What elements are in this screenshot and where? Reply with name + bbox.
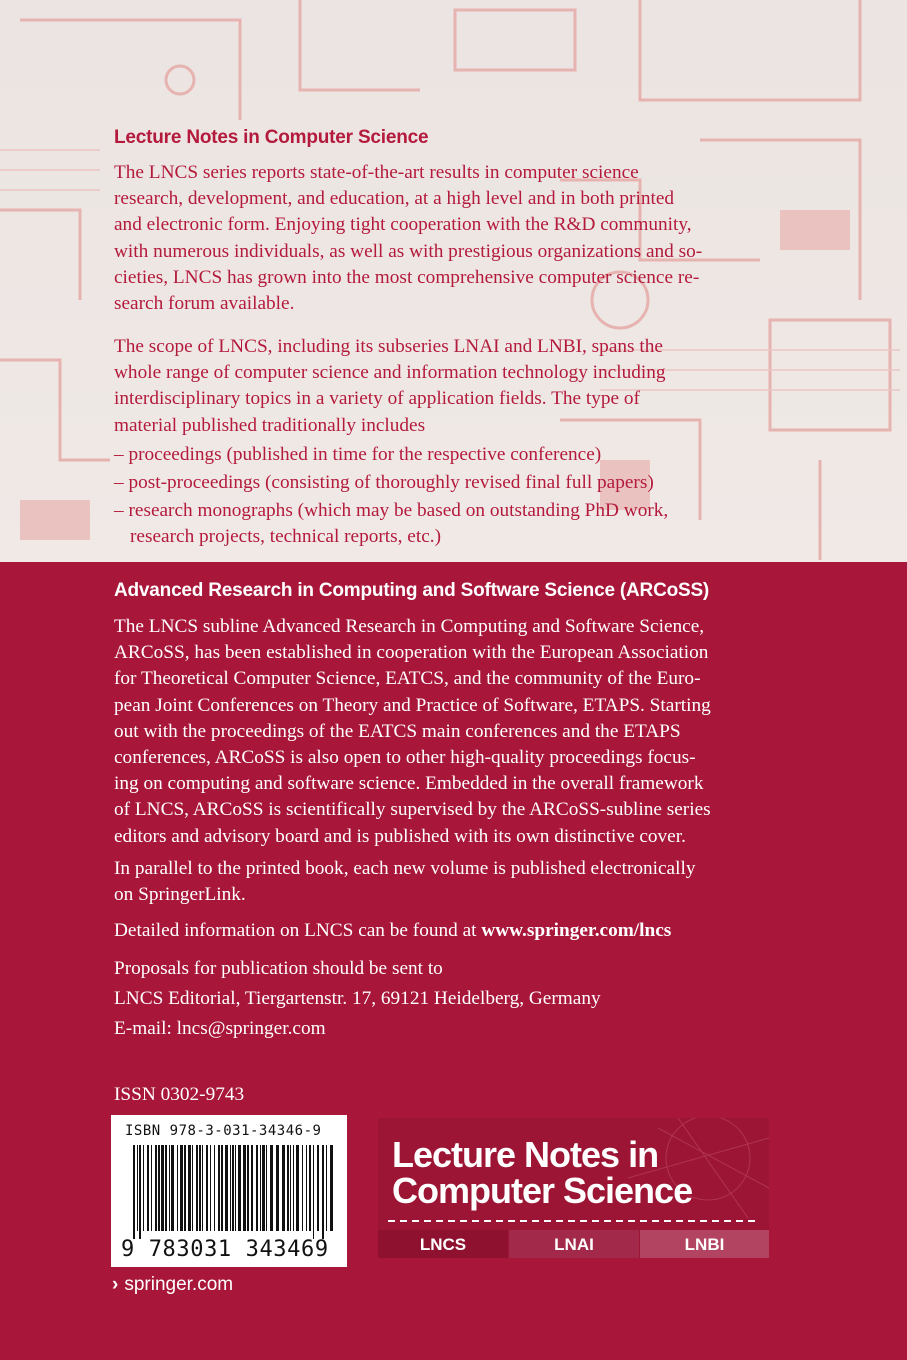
barcode-bar xyxy=(210,1145,211,1231)
barcode-bar xyxy=(247,1145,249,1231)
barcode-bar xyxy=(243,1145,246,1231)
barcode-bar xyxy=(143,1145,144,1231)
text-line: of LNCS, ARCoSS is scientifically supervised by the ARCoSS-subline series xyxy=(114,799,711,821)
bullet-item: – post-proceedings (consisting of thoroughly revised final full papers) xyxy=(114,472,654,493)
text-line: The LNCS series reports state-of-the-art results in computer science xyxy=(114,162,639,183)
lncs-paragraph-2 xyxy=(114,334,796,439)
barcode-bar xyxy=(266,1145,267,1231)
barcode-digits: 9 783031 343469 xyxy=(121,1237,329,1262)
barcode-bar xyxy=(296,1145,299,1231)
barcode-bar xyxy=(262,1145,265,1231)
tab-lnbi: LNBI xyxy=(684,1235,725,1254)
barcode-bar xyxy=(214,1145,215,1231)
barcode-bar xyxy=(322,1145,324,1239)
barcode-bar xyxy=(151,1145,152,1231)
chevron-right-icon: › xyxy=(112,1274,119,1295)
barcode-bar xyxy=(230,1145,231,1231)
arcoss-heading: Advanced Research in Computing and Software Science (ARCoSS) xyxy=(114,580,710,601)
barcode-bar xyxy=(306,1145,307,1231)
barcode-bar xyxy=(171,1145,174,1231)
email-line: E-mail: lncs@springer.com xyxy=(114,1018,326,1039)
barcode-bar xyxy=(196,1145,198,1231)
text-line: The scope of LNCS, including its subseries LNAI and LNBI, spans the xyxy=(114,336,663,357)
barcode-bar xyxy=(238,1145,241,1231)
barcode-bar xyxy=(309,1145,311,1231)
barcode-bar xyxy=(147,1145,149,1231)
barcode-bar xyxy=(192,1145,193,1231)
text-line: for Theoretical Computer Science, EATCS, and the community of the Euro- xyxy=(114,668,701,690)
barcode-bar xyxy=(235,1145,236,1231)
text-line: pean Joint Conferences on Theory and Practice of Software, ETAPS. Starting xyxy=(114,694,711,716)
lncs-series-logo xyxy=(378,1118,769,1258)
bullet-item: – proceedings (published in time for the respective conference) xyxy=(114,444,602,465)
barcode-bar xyxy=(256,1145,258,1231)
barcode-bar xyxy=(188,1145,191,1231)
address-line: LNCS Editorial, Tiergartenstr. 17, 69121 Heidelberg, Germany xyxy=(114,988,601,1009)
tab-lnai: LNAI xyxy=(554,1235,594,1254)
lncs-heading: Lecture Notes in Computer Science xyxy=(114,127,429,148)
tab-lncs: LNCS xyxy=(419,1235,467,1254)
barcode-bar xyxy=(232,1145,234,1231)
barcode-bar xyxy=(206,1145,208,1231)
text-line: whole range of computer science and information technology including xyxy=(114,362,666,384)
barcode-bar xyxy=(155,1145,157,1231)
text-line: out with the proceedings of the EATCS main conferences and the ETAPS xyxy=(114,720,681,742)
proposals-line: Proposals for publication should be sent to xyxy=(114,958,443,979)
barcode-bar xyxy=(137,1145,138,1231)
text-line: cieties, LNCS has grown into the most comprehensive computer science re- xyxy=(114,266,700,288)
text-line: interdisciplinary topics in a variety of application fields. The type of xyxy=(114,388,640,410)
barcode-bar xyxy=(282,1145,285,1231)
barcode-bar xyxy=(276,1145,279,1231)
arcoss-paragraph-1 xyxy=(114,614,796,850)
barcode-bar xyxy=(326,1145,327,1231)
text-line: and electronic form. Enjoying tight cooperation with the R&D community, xyxy=(114,214,692,236)
issn-label: ISSN 0302-9743 xyxy=(114,1084,245,1105)
barcode-bar xyxy=(165,1145,167,1231)
bullet-item: – research monographs (which may be based on outstanding PhD work, xyxy=(114,500,669,521)
barcode-bar xyxy=(293,1145,294,1231)
springer-link-text: springer.com xyxy=(124,1274,234,1295)
lncs-url-link[interactable]: www.springer.com/lncs xyxy=(481,920,672,941)
barcode-bar xyxy=(290,1145,291,1231)
isbn-barcode xyxy=(111,1115,347,1267)
top-section xyxy=(0,0,907,562)
barcode-bar xyxy=(218,1145,220,1231)
barcode-bar xyxy=(251,1145,253,1231)
barcode-bar xyxy=(158,1145,160,1231)
text-line: ARCoSS, has been established in cooperation with the European Association xyxy=(114,642,709,664)
barcode-bar xyxy=(177,1145,178,1231)
barcode-bar xyxy=(184,1145,186,1231)
isbn-text: ISBN 978-3-031-34346-9 xyxy=(125,1123,322,1139)
springer-link[interactable] xyxy=(112,1274,233,1296)
bullet-item-continuation: research projects, technical reports, etc.) xyxy=(130,526,442,547)
text-line: The LNCS subline Advanced Research in Computing and Software Science, xyxy=(114,616,705,637)
barcode-bar xyxy=(287,1145,289,1231)
barcode-bar xyxy=(330,1145,333,1231)
logo-title-line1: Lecture Notes in xyxy=(392,1134,659,1175)
text-line: research, development, and education, at a high level and in both printed xyxy=(114,188,675,210)
barcode-bar xyxy=(161,1145,164,1231)
lncs-paragraph-1 xyxy=(114,160,796,317)
arcoss-paragraph-2 xyxy=(114,856,796,908)
text-line: ing on computing and software science. Embedded in the overall framework xyxy=(114,773,704,795)
barcode-bar xyxy=(221,1145,223,1231)
barcode-bar xyxy=(260,1145,261,1231)
text-line: material published traditionally includes xyxy=(114,414,426,436)
barcode-bar xyxy=(317,1145,319,1231)
barcode-bar xyxy=(199,1145,201,1231)
text-line: with numerous individuals, as well as with prestigious organizations and so- xyxy=(114,240,703,262)
barcode-bar xyxy=(270,1145,273,1231)
text-line: search forum available. xyxy=(114,293,295,315)
text-line: editors and advisory board and is published with its own distinctive cover. xyxy=(114,825,686,847)
barcode-bar xyxy=(202,1145,203,1231)
barcode-bar xyxy=(169,1145,170,1231)
text-line: on SpringerLink. xyxy=(114,884,246,906)
lncs-info-line xyxy=(114,918,796,944)
barcode-bar xyxy=(139,1145,141,1239)
text-line: In parallel to the printed book, each new volume is published electronically xyxy=(114,858,696,879)
logo-title-line2: Computer Science xyxy=(392,1170,693,1211)
barcode-bar xyxy=(313,1145,314,1239)
info-prefix: Detailed information on LNCS can be found at xyxy=(114,920,482,941)
barcode-bar xyxy=(180,1145,183,1231)
text-line: conferences, ARCoSS is also open to other high-quality proceedings focus- xyxy=(114,747,696,769)
barcode-bar xyxy=(225,1145,228,1231)
barcode-bar xyxy=(302,1145,303,1231)
barcode-bar xyxy=(133,1145,135,1239)
